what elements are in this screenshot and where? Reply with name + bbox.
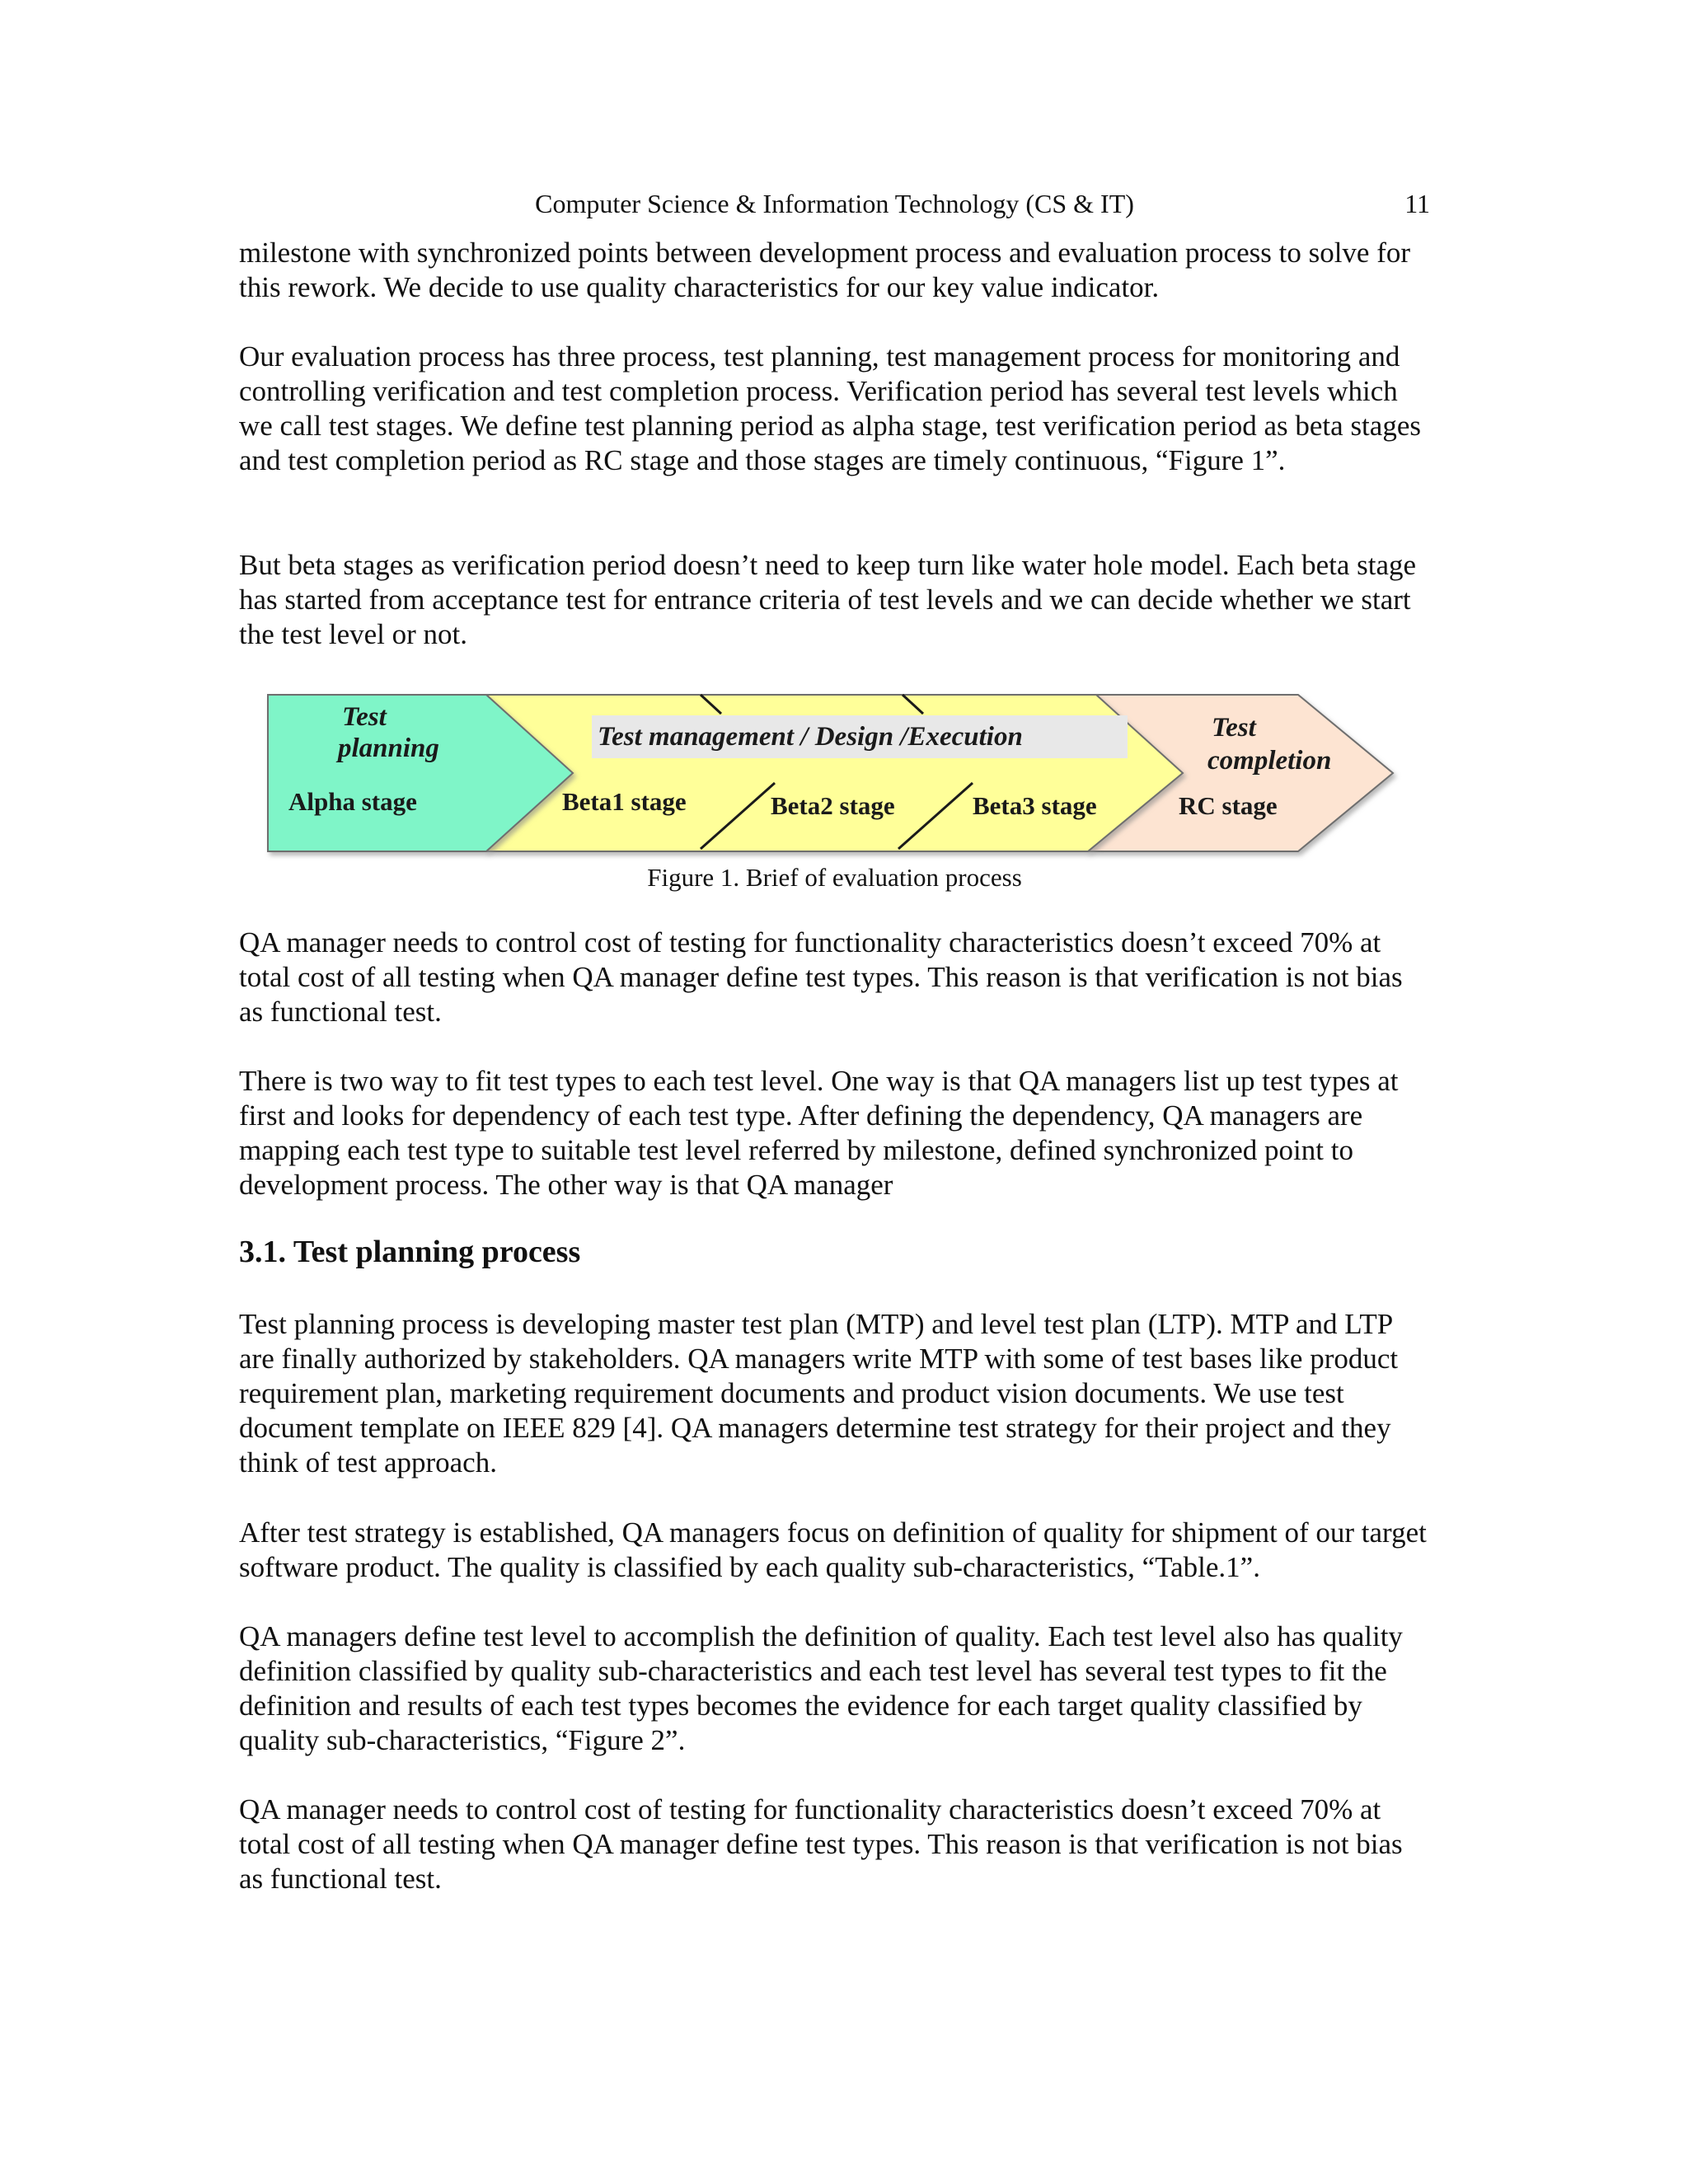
process-diagram	[264, 691, 1409, 864]
paragraph-9: QA manager needs to control cost of testing for functionality characteristics doesn’t exceed 70% at total cost of all testing when QA manager define test types. This reason is that verification is not bias as functional test.	[239, 1793, 1403, 1895]
management-title: Test management / Design /Execution	[598, 722, 1023, 752]
paragraph-7: After test strategy is established, QA managers focus on definition of quality for shipment of our target software product. The quality is classified by each quality sub-characteristics, “Table.1”.	[239, 1516, 1427, 1583]
beta1-stage-label: Beta1 stage	[562, 787, 687, 816]
beta3-stage-label: Beta3 stage	[973, 791, 1097, 820]
paragraph-3: But beta stages as verification period doesn’t need to keep turn like water hole model. Each beta stage has started from acceptance test for entrance criteria of test levels and we can decide whether we start the test level or not.	[239, 549, 1417, 650]
figure-evaluation-process	[264, 691, 1409, 864]
section-heading: 3.1. Test planning process	[239, 1235, 581, 1269]
paragraph-6: Test planning process is developing master test plan (MTP) and level test plan (LTP). MTP and LTP are finally authorized by stakeholders. QA managers write MTP with some of test bases like product requirement plan, marketing requirement documents and product vision documents. We use test document template on IEEE 829 [4]. QA managers determine test strategy for their project and they think of test approach.	[239, 1308, 1399, 1479]
running-header	[239, 183, 1430, 224]
figure-caption: Figure 1. Brief of evaluation process	[647, 863, 1022, 892]
paragraph-8: QA managers define test level to accomplish the definition of quality. Each test level also has quality definition classified by quality sub-characteristics and each test level has several test types to fit the definition and results of each test types becomes the evidence for each target quality classified by quality sub-characteristics, “Figure 2”.	[239, 1620, 1403, 1756]
paragraph-4: QA manager needs to control cost of testing for functionality characteristics doesn’t exceed 70% at total cost of all testing when QA manager define test types. This reason is that verification is not bias as functional test.	[239, 926, 1403, 1028]
completion-title-line2: completion	[1207, 746, 1332, 776]
alpha-stage-label: Alpha stage	[288, 787, 417, 816]
page-number: 11	[1404, 189, 1430, 218]
paragraph-2: Our evaluation process has three process, test planning, test management process for monitoring and controlling verification and test completion process. Verification period has several test levels which we call test stages. We define test planning period as alpha stage, test verification period as beta stages and test completion period as RC stage and those stages are timely continuous, “Figure 1”.	[239, 340, 1421, 476]
paragraph-5: There is two way to fit test types to each test level. One way is that QA managers list up test types at first and looks for dependency of each test type. After defining the dependency, QA managers are mapping each test type to suitable test level referred by milestone, defined synchronized point to development process. The other way is that QA manager	[239, 1065, 1399, 1201]
journal-title: Computer Science & Information Technology (CS & IT)	[535, 189, 1134, 218]
completion-title-line1: Test	[1212, 713, 1256, 743]
planning-title-line1: Test	[342, 702, 387, 732]
beta2-stage-label: Beta2 stage	[771, 791, 895, 820]
rc-stage-label: RC stage	[1179, 791, 1278, 820]
planning-title-line2: planning	[338, 733, 439, 763]
paragraph-1: milestone with synchronized points between development process and evaluation process to solve for this rework. We decide to use quality characteristics for our key value indicator.	[239, 237, 1411, 303]
